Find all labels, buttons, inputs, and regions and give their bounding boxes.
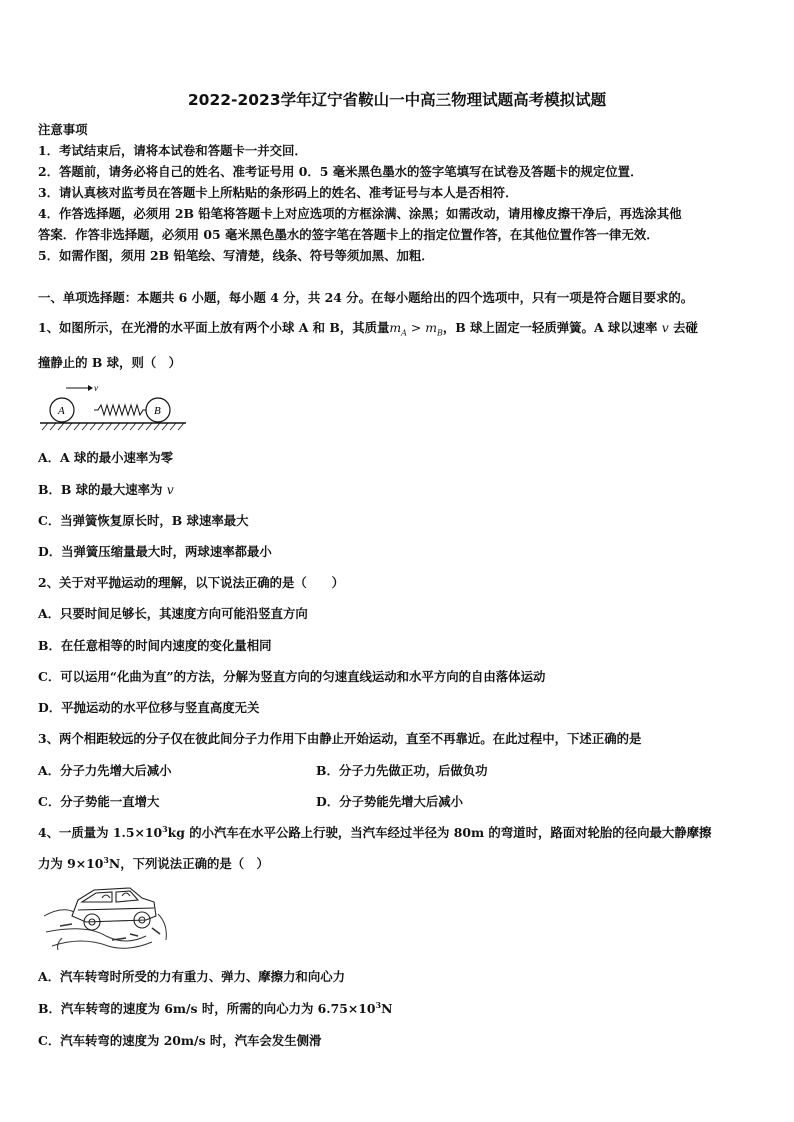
q4-exponent: 3 [375, 999, 382, 1010]
notice-item: 5．如需作图，须用 2B 铅笔绘、写清楚，线条、符号等须加黑、加粗． [38, 248, 434, 263]
mass-symbol: m [389, 320, 402, 335]
notice-item: 答案．作答非选择题，必须用 05 毫米黑色墨水的签字笔在答题卡上的指定位置作答，在其他位置作答一律无效． [38, 227, 659, 242]
spring [94, 405, 146, 415]
question-3-stem: 3、两个相距较远的分子仅在彼此间分子力作用下由静止开始运动，直至不再靠近。在此过程中，下述正确的是 [38, 731, 642, 746]
section-heading: 一、单项选择题：本题共 6 小题，每小题 4 分，共 24 分。在每小题给出的四个选项中，只有一项是符合题目要求的。 [38, 290, 694, 305]
q1-stem-part: 1、如图所示，在光滑的水平面上放有两个小球 A 和 B，其质量 [38, 320, 390, 335]
greater-than: > [406, 320, 426, 335]
q2-option-b: B．在任意相等的时间内速度的变化量相同 [38, 638, 272, 653]
q1-option-c: C．当弹簧恢复原长时，B 球速率最大 [38, 513, 249, 528]
ball-spring-figure [38, 380, 188, 436]
q4-stem-part: 4、一质量为 1.5×10 [38, 825, 163, 840]
ball-b-label: B [154, 405, 161, 417]
page-title: 2022-2023学年辽宁省鞍山一中高三物理试题高考模拟试题 [187, 91, 607, 109]
question-1-stem [38, 318, 698, 337]
question-1-stem-cont: 撞静止的 B 球，则（ ） [38, 355, 182, 370]
q4-stem-part: N，下列说法正确的是（ ） [108, 856, 269, 871]
q2-option-d: D．平抛运动的水平位移与竖直高度无关 [38, 700, 260, 715]
q1-stem-part: ，B 球上固定一轻质弹簧。A 球以速率 [442, 320, 658, 335]
q4-exponent: 3 [162, 823, 168, 834]
q3-option-a: A．分子力先增大后减小 [38, 763, 172, 778]
q4-option-b-text: B．汽车转弯的速度为 6m/s 时，所需的向心力为 6.75×10 [38, 1001, 376, 1016]
q4-stem-part: 力为 9×10 [38, 856, 104, 871]
ground-hatch [42, 423, 184, 430]
road-curve [44, 910, 166, 950]
arrow-head [88, 385, 93, 391]
notice-item: 3．请认真核对监考员在答题卡上所粘贴的条形码上的姓名、准考证号与本人是否相符． [38, 185, 518, 200]
notice-item: 1．考试结束后，请将本试卷和答题卡一并交回． [38, 143, 307, 158]
q2-option-c: C．可以运用“化曲为直”的方法，分解为竖直方向的匀速直线运动和水平方向的自由落体运动 [38, 669, 546, 684]
q1-option-d: D．当弹簧压缩量最大时，两球速率都最小 [38, 544, 272, 559]
question-2-stem: 2、关于对平抛运动的理解，以下说法正确的是（ ） [38, 575, 344, 590]
velocity-symbol: v [661, 320, 669, 335]
q4-option-b [38, 999, 392, 1017]
mass-symbol: m [425, 320, 437, 335]
question-4-stem [38, 823, 711, 841]
ball-a-label: A [58, 405, 65, 417]
q1-stem-part: 去碰 [673, 320, 698, 335]
notice-item: 2．答题前，请务必将自己的姓名、准考证号用 0．5 毫米黑色墨水的签字笔填写在试卷及答题卡的规定位置． [38, 164, 643, 179]
car-turning-figure [42, 876, 172, 952]
q4-option-a: A．汽车转弯时所受的力有重力、弹力、摩擦力和向心力 [38, 969, 345, 984]
mass-subscript: A [401, 328, 407, 338]
q4-option-c: C．汽车转弯的速度为 20m/s 时，汽车会发生侧滑 [38, 1033, 322, 1048]
q1-option-a: A．A 球的最小速率为零 [38, 450, 174, 465]
q3-option-c: C．分子势能一直增大 [38, 794, 160, 809]
q2-option-a: A．只要时间足够长，其速度方向可能沿竖直方向 [38, 606, 308, 621]
velocity-label: v [94, 383, 98, 393]
q3-option-d: D．分子势能先增大后减小 [316, 794, 464, 809]
notice-item: 4．作答选择题，必须用 2B 铅笔将答题卡上对应选项的方框涂满、涂黑；如需改动，请用橡皮擦干净后，再选涂其他 [38, 206, 682, 221]
q4-stem-part: kg 的小汽车在水平公路上行驶，当汽车经过半径为 80m 的弯道时，路面对轮胎的径向最大静摩擦 [167, 825, 712, 840]
q1-option-b-text: B．B 球的最大速率为 [38, 482, 163, 497]
q4-exponent: 3 [103, 854, 109, 865]
q3-option-b: B．分子力先做正功，后做负功 [316, 763, 488, 778]
notice-heading: 注意事项 [38, 122, 88, 137]
question-4-stem-cont [38, 854, 269, 872]
mass-subscript: B [436, 328, 443, 338]
velocity-symbol: v [166, 482, 174, 497]
q1-option-b [38, 480, 174, 498]
q4-option-b-unit: N [381, 1001, 393, 1016]
car-sketch [72, 888, 156, 930]
